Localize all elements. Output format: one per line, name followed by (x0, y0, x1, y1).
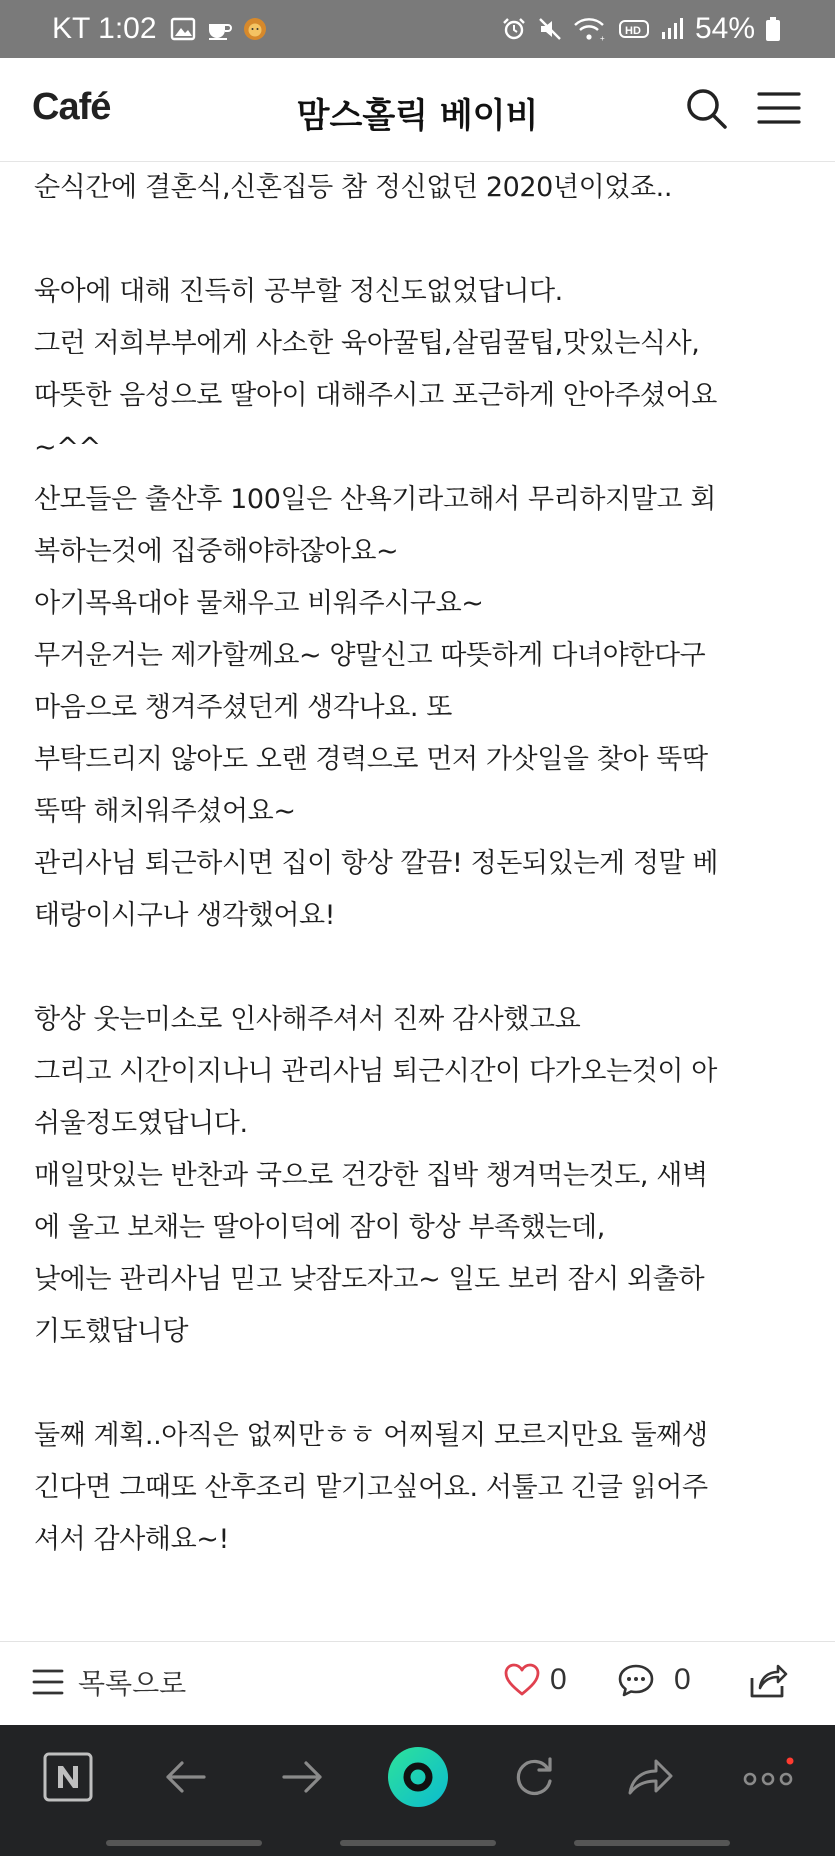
post-text-line: 무거운거는 제가할께요~ 양말신고 따뜻하게 다녀야한다구 (34, 640, 706, 671)
hamburger-menu-icon[interactable] (756, 88, 802, 128)
back-button[interactable] (156, 1747, 216, 1807)
svg-text:+: + (599, 34, 605, 42)
cafe-logo[interactable]: Café (32, 86, 111, 128)
post-text-line: 셔서 감사해요~! (34, 1524, 229, 1555)
comment-icon (618, 1662, 654, 1698)
signal-icon (659, 16, 685, 42)
carrier-time: KT 1:02 (52, 12, 157, 45)
wifi-icon (573, 16, 609, 42)
post-text-line: 뚝딱 해치워주셨어요~ (34, 796, 296, 827)
forward-button[interactable] (272, 1747, 332, 1807)
heart-icon (504, 1662, 540, 1698)
svg-text:HD: HD (624, 25, 641, 37)
post-action-bar (0, 1641, 835, 1725)
post-text-line: 쉬울정도였답니다. (34, 1108, 248, 1139)
post-text-line: 에 울고 보채는 딸아이덕에 잠이 항상 부족했는데, (34, 1212, 605, 1243)
post-text-line: 관리사님 퇴근하시면 집이 항상 깔끔! 정돈되있는게 정말 베 (34, 848, 719, 879)
status-bar (0, 0, 835, 58)
naver-n-icon (43, 1752, 93, 1802)
post-text-line: 산모들은 출산후 100일은 산욕기라고해서 무리하지말고 회 (34, 484, 716, 515)
list-icon (32, 1667, 64, 1697)
post-text-line: 아기목욕대야 물채우고 비워주시구요~ (34, 588, 484, 619)
hd-icon (619, 16, 649, 42)
alarm-icon (501, 16, 527, 42)
arrow-left-icon (164, 1759, 208, 1795)
green-dot-icon (387, 1746, 449, 1808)
lion-icon (242, 16, 268, 42)
post-text-line: 그리고 시간이지나니 관리사님 퇴근시간이 다가오는것이 아 (34, 1056, 717, 1087)
share-icon[interactable] (748, 1660, 788, 1700)
system-nav-home-indicator[interactable] (340, 1840, 496, 1846)
more-dots-icon (740, 1757, 796, 1797)
post-text-line: 복하는것에 집중해야하잖아요~ (34, 536, 399, 567)
refresh-icon (512, 1755, 556, 1799)
back-to-list-button[interactable] (32, 1662, 186, 1702)
share-arrow-icon (626, 1757, 674, 1797)
post-content (34, 162, 804, 1566)
post-text-line: 항상 웃는미소로 인사해주셔서 진짜 감사했고요 (34, 1004, 581, 1035)
comment-count: 0 (674, 1663, 691, 1696)
blank-line (34, 214, 804, 266)
battery-icon (765, 16, 781, 42)
post-text-line: 낮에는 관리사님 믿고 낮잠도자고~ 일도 보러 잠시 외출하 (34, 1264, 705, 1295)
browser-nav-bar (0, 1725, 835, 1856)
app-header (0, 58, 835, 162)
green-dot-button[interactable] (386, 1745, 450, 1809)
post-text-line: 긴다면 그때또 산후조리 맡기고싶어요. 서툴고 긴글 읽어주 (34, 1472, 708, 1503)
like-button[interactable] (504, 1662, 567, 1698)
refresh-button[interactable] (504, 1747, 564, 1807)
image-icon (170, 16, 196, 42)
post-text-line: 따뜻한 음성으로 딸아이 대해주시고 포근하게 안아주셨어요 (34, 380, 717, 411)
post-text-line: 마음으로 챙겨주셨던게 생각나요. 또 (34, 692, 452, 723)
mute-icon (537, 16, 563, 42)
post-text-line: 그런 저희부부에게 사소한 육아꿀팁,살림꿀팁,맛있는식사, (34, 328, 700, 359)
blank-line (34, 1358, 804, 1410)
post-text-line: 매일맛있는 반찬과 국으로 건강한 집박 챙겨먹는것도, 새벽 (34, 1160, 708, 1191)
cup-icon (206, 16, 232, 42)
post-text-line: 육아에 대해 진득히 공부할 정신도없었답니다. (34, 276, 563, 307)
post-text-line: ~^^ (34, 432, 101, 463)
battery-percent: 54% (694, 12, 755, 45)
post-text-line: 부탁드리지 않아도 오랜 경력으로 먼저 가삿일을 찾아 뚝딱 (34, 744, 708, 775)
arrow-right-icon (280, 1759, 324, 1795)
naver-home-button[interactable] (38, 1747, 98, 1807)
more-button[interactable] (738, 1747, 798, 1807)
search-icon[interactable] (684, 86, 728, 130)
post-text-line: 순식간에 결혼식,신혼집등 참 정신없던 2020년이었죠.. (34, 172, 673, 203)
share-nav-button[interactable] (620, 1747, 680, 1807)
post-text-line: 둘째 계획..아직은 없찌만ㅎㅎ 어찌될지 모르지만요 둘째생 (34, 1420, 708, 1451)
post-text-line: 기도했답니당 (34, 1316, 189, 1347)
notification-dot (787, 1758, 794, 1765)
system-nav-recents-indicator[interactable] (574, 1840, 730, 1846)
system-nav-back-indicator[interactable] (106, 1840, 262, 1846)
like-count: 0 (550, 1663, 567, 1696)
comment-button[interactable] (618, 1662, 691, 1698)
blank-line (34, 942, 804, 994)
post-text-line: 태랑이시구나 생각했어요! (34, 900, 336, 931)
back-to-list-label: 목록으로 (78, 1667, 187, 1700)
cafe-title[interactable]: 맘스홀릭 베이비 (296, 96, 539, 136)
